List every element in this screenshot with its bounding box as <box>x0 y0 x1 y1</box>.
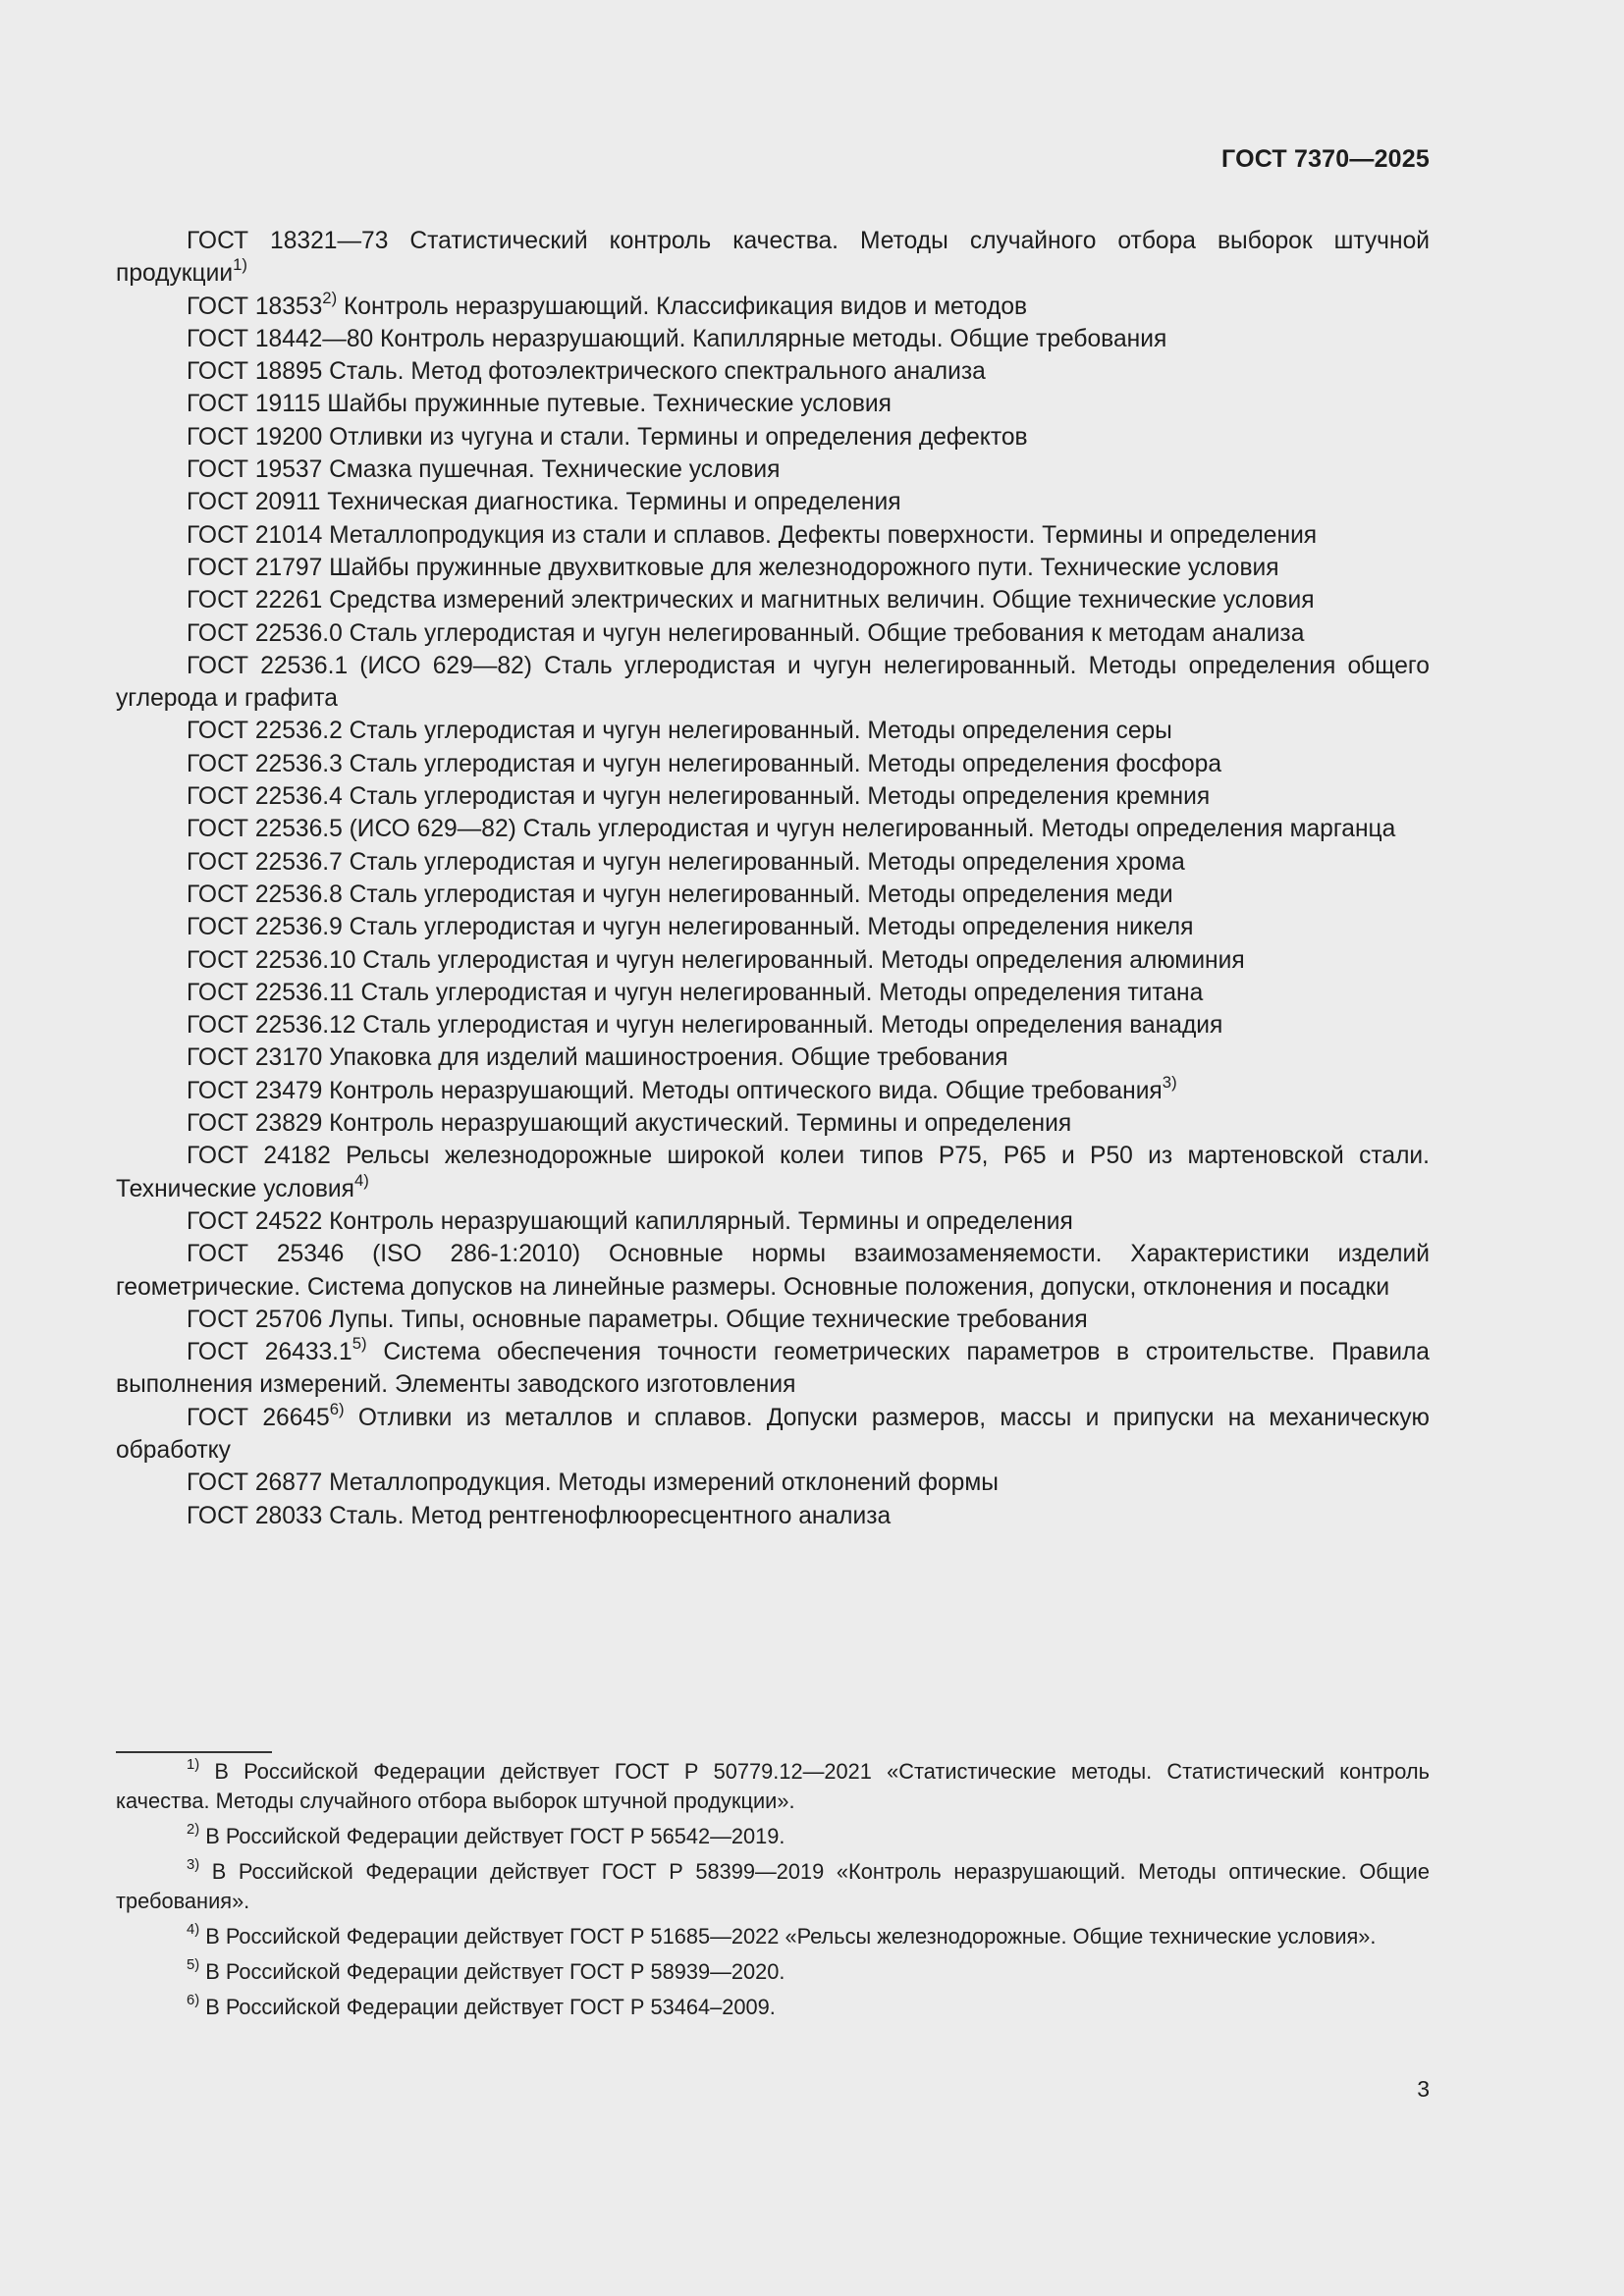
footnote-marker: 6) <box>329 1399 345 1418</box>
footnote-text: В Российской Федерации действует ГОСТ Р 56542—2019. <box>199 1824 785 1848</box>
reference-text: ГОСТ 21014 Металлопродукция из стали и сплавов. Дефекты поверхности. Термины и определения <box>187 521 1318 549</box>
reference-text: ГОСТ 24182 Рельсы железнодорожные широкой колеи типов Р75, Р65 и Р50 из мартеновской стали. Технические условия <box>116 1143 1430 1202</box>
reference-entry <box>116 911 1430 943</box>
reference-entry <box>116 617 1430 650</box>
reference-entry <box>116 1041 1430 1074</box>
reference-entry <box>116 1205 1430 1238</box>
reference-text: ГОСТ 22536.7 Сталь углеродистая и чугун нелегированный. Методы определения хрома <box>187 848 1185 876</box>
footnote-text: В Российской Федерации действует ГОСТ Р 53464–2009. <box>199 1995 776 2019</box>
reference-text: ГОСТ 18895 Сталь. Метод фотоэлектрического спектрального анализа <box>187 358 986 386</box>
reference-code: ГОСТ 26433.1 <box>187 1339 352 1366</box>
reference-text: ГОСТ 22536.9 Сталь углеродистая и чугун нелегированный. Методы определения никеля <box>187 914 1194 941</box>
footnote <box>116 1822 1430 1851</box>
reference-entry <box>116 1467 1430 1499</box>
reference-text: ГОСТ 22536.10 Сталь углеродистая и чугун нелегированный. Методы определения алюминия <box>187 946 1245 974</box>
reference-text: ГОСТ 23170 Упаковка для изделий машиностроения. Общие требования <box>187 1044 1008 1072</box>
footnote-marker: 4) <box>353 1170 369 1190</box>
reference-entry <box>116 388 1430 420</box>
footnote <box>116 1922 1430 1951</box>
footnote-marker: 3) <box>1162 1072 1177 1092</box>
footnote <box>116 1857 1430 1916</box>
footnote-text: В Российской Федерации действует ГОСТ Р 58399—2019 «Контроль неразрушающий. Методы оптические. Общие требования». <box>116 1859 1430 1913</box>
reference-text: ГОСТ 22536.12 Сталь углеродистая и чугун нелегированный. Методы определения ванадия <box>187 1012 1223 1040</box>
reference-entry <box>116 1238 1430 1304</box>
footnote-text: В Российской Федерации действует ГОСТ Р 50779.12—2021 «Статистические методы. Статистический контроль качества. Методы случайного отбора выборок штучной продукции». <box>116 1759 1430 1813</box>
reference-text: ГОСТ 21797 Шайбы пружинные двухвитковые для железнодорожного пути. Технические условия <box>187 554 1279 581</box>
reference-entry <box>116 1107 1430 1140</box>
reference-text: ГОСТ 18321—73 Статистический контроль качества. Методы случайного отбора выборок штучной продукции <box>116 228 1430 288</box>
reference-code: ГОСТ 18353 <box>187 293 323 320</box>
reference-entry <box>116 748 1430 780</box>
reference-title: Контроль неразрушающий. Классификация видов и методов <box>337 293 1028 320</box>
footnote-separator <box>116 1751 272 1753</box>
reference-entry <box>116 1072 1430 1107</box>
footnote-number: 5) <box>187 1957 200 1974</box>
reference-entry <box>116 846 1430 879</box>
reference-text: ГОСТ 22536.5 (ИСО 629—82) Сталь углеродистая и чугун нелегированный. Методы определения марганца <box>187 816 1396 843</box>
footnote-text: В Российской Федерации действует ГОСТ Р 58939—2020. <box>199 1959 785 1984</box>
reference-entry <box>116 454 1430 486</box>
reference-text: ГОСТ 18442—80 Контроль неразрушающий. Капиллярные методы. Общие требования <box>187 325 1167 352</box>
reference-text: ГОСТ 22261 Средства измерений электрических и магнитных величин. Общие технические условия <box>187 587 1315 614</box>
reference-entry <box>116 715 1430 747</box>
footnote-marker: 5) <box>352 1334 367 1354</box>
reference-entry <box>116 421 1430 454</box>
reference-entry <box>116 1500 1430 1532</box>
reference-text: ГОСТ 28033 Сталь. Метод рентгенофлюоресцентного анализа <box>187 1502 892 1529</box>
footnote-number: 6) <box>187 1993 200 2009</box>
reference-code: ГОСТ 26645 <box>187 1404 330 1431</box>
document-code-header: ГОСТ 7370—2025 <box>1221 145 1430 173</box>
footnote <box>116 1993 1430 2022</box>
footnote-text: В Российской Федерации действует ГОСТ Р 51685—2022 «Рельсы железнодорожные. Общие технические условия». <box>199 1924 1377 1949</box>
reference-entry <box>116 355 1430 388</box>
footnote-number: 1) <box>187 1757 200 1774</box>
reference-entry <box>116 486 1430 518</box>
reference-text: ГОСТ 22536.4 Сталь углеродистая и чугун нелегированный. Методы определения кремния <box>187 783 1211 811</box>
reference-entry <box>116 323 1430 355</box>
reference-entry <box>116 1304 1430 1336</box>
reference-text: ГОСТ 22536.11 Сталь углеродистая и чугун нелегированный. Методы определения титана <box>187 979 1204 1006</box>
reference-entry <box>116 977 1430 1009</box>
reference-entry <box>116 225 1430 291</box>
reference-text: ГОСТ 22536.3 Сталь углеродистая и чугун нелегированный. Методы определения фосфора <box>187 750 1222 777</box>
footnote-number: 2) <box>187 1822 200 1839</box>
reference-entry <box>116 650 1430 716</box>
reference-title: Система обеспечения точности геометрических параметров в строительстве. Правила выполнения измерений. Элементы заводского изготовления <box>116 1339 1430 1399</box>
reference-text: ГОСТ 25346 (ISO 286-1:2010) Основные нормы взаимозаменяемости. Характеристики изделий геометрические. Система допусков на линейные размеры. Основные положения, допуски, отклонения и посадки <box>116 1241 1430 1301</box>
footnote-number: 4) <box>187 1922 200 1939</box>
reference-entry <box>116 552 1430 584</box>
reference-entry <box>116 584 1430 616</box>
footnote-marker: 2) <box>322 288 338 307</box>
reference-text: ГОСТ 19115 Шайбы пружинные путевые. Технические условия <box>187 391 892 418</box>
footnote <box>116 1757 1430 1816</box>
reference-entry <box>116 1009 1430 1041</box>
reference-entry <box>116 879 1430 911</box>
reference-entry <box>116 944 1430 977</box>
reference-title: Отливки из металлов и сплавов. Допуски размеров, массы и припуски на механическую обработку <box>116 1404 1430 1464</box>
reference-text: ГОСТ 22536.1 (ИСО 629—82) Сталь углеродистая и чугун нелегированный. Методы определения общего углерода и графита <box>116 652 1430 713</box>
reference-entry <box>116 288 1430 323</box>
reference-text: ГОСТ 25706 Лупы. Типы, основные параметры. Общие технические требования <box>187 1306 1088 1333</box>
reference-text: ГОСТ 23479 Контроль неразрушающий. Методы оптического вида. Общие требования <box>187 1077 1163 1104</box>
reference-text: ГОСТ 26877 Металлопродукция. Методы измерений отклонений формы <box>187 1469 999 1497</box>
reference-text: ГОСТ 22536.2 Сталь углеродистая и чугун нелегированный. Методы определения серы <box>187 718 1172 745</box>
footnotes-list <box>116 1757 1430 2028</box>
reference-text: ГОСТ 24522 Контроль неразрушающий капиллярный. Термины и определения <box>187 1207 1073 1235</box>
reference-text: ГОСТ 20911 Техническая диагностика. Термины и определения <box>187 489 901 516</box>
reference-text: ГОСТ 22536.0 Сталь углеродистая и чугун нелегированный. Общие требования к методам анализа <box>187 619 1305 647</box>
footnote-marker: 1) <box>233 255 247 275</box>
reference-entry <box>116 813 1430 845</box>
page-number: 3 <box>1417 2076 1430 2102</box>
footnote <box>116 1957 1430 1987</box>
reference-text: ГОСТ 19200 Отливки из чугуна и стали. Термины и определения дефектов <box>187 423 1028 451</box>
reference-entry <box>116 519 1430 552</box>
reference-text: ГОСТ 23829 Контроль неразрушающий акустический. Термины и определения <box>187 1110 1072 1138</box>
reference-text: ГОСТ 22536.8 Сталь углеродистая и чугун нелегированный. Методы определения меди <box>187 881 1173 908</box>
reference-text: ГОСТ 19537 Смазка пушечная. Технические условия <box>187 456 781 484</box>
footnote-number: 3) <box>187 1857 200 1874</box>
normative-references-list <box>116 225 1430 1532</box>
reference-entry <box>116 1140 1430 1205</box>
reference-entry <box>116 780 1430 813</box>
reference-entry <box>116 1399 1430 1468</box>
reference-entry <box>116 1336 1430 1402</box>
